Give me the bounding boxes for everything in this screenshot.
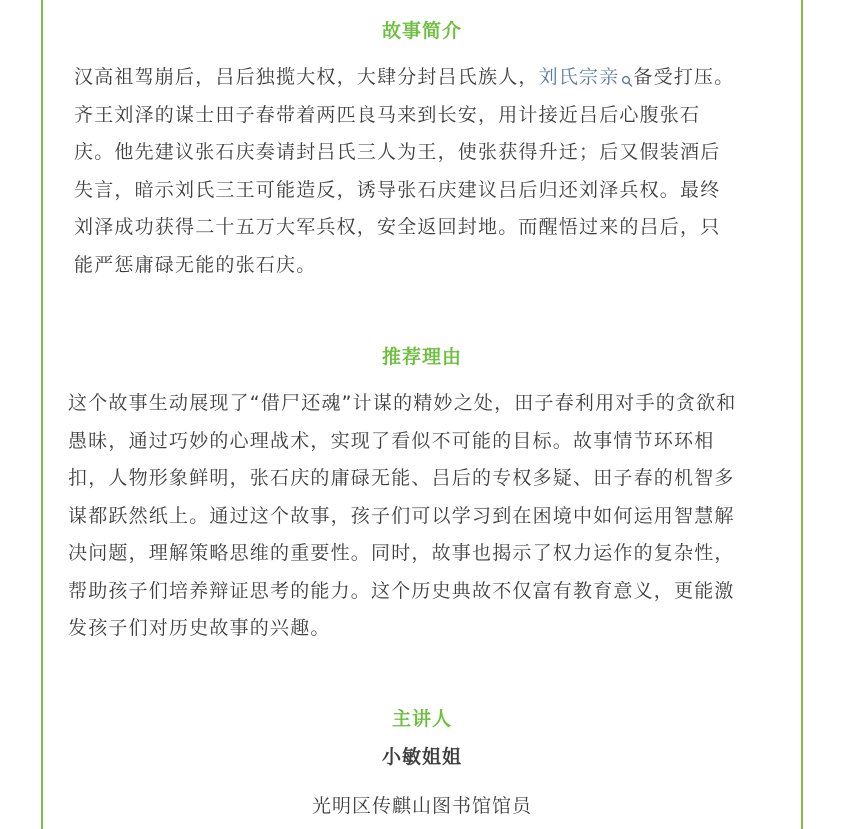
summary-paragraph	[74, 59, 774, 284]
summary-heading: 故事简介	[381, 20, 462, 42]
reason-paragraph	[68, 385, 774, 648]
reason-heading: 推荐理由	[381, 346, 462, 368]
reason-line-7: 发孩子们对历史故事的兴趣。	[68, 617, 331, 639]
reason-line-2: 愚昧，通过巧妙的心理战术，实现了看似不可能的目标。故事情节环环相	[68, 429, 715, 452]
reason-line-3: 扣，人物形象鲜明，张石庆的庸碌无能、吕后的专权多疑、田子春的机智多	[68, 467, 735, 489]
summary-line-6: 能严惩庸碌无能的张石庆。	[74, 253, 317, 276]
summary-line-2: 齐王刘泽的谋士田子春带着两匹良马来到长安，用计接近吕后心腹张石	[74, 103, 701, 126]
speaker-heading: 主讲人	[391, 708, 452, 730]
speaker-role: 光明区传麒山图书馆馆员	[311, 795, 532, 817]
reason-line-1: 这个故事生动展现了“借尸还魂”计谋的精妙之处，田子春利用对手的贪欲和	[68, 392, 737, 414]
summary-line-4: 失言，暗示刘氏三王可能造反，诱导张石庆建议吕后归还刘泽兵权。最终	[74, 178, 721, 201]
speaker-name: 小敏姐姐	[381, 746, 462, 768]
reason-line-6: 帮助孩子们培养辩证思考的能力。这个历史典故不仅富有教育意义，更能激	[68, 579, 735, 602]
reason-line-5: 决问题，理解策略思维的重要性。同时，故事也揭示了权力运作的复杂性，	[68, 542, 735, 564]
summary-line-1: 汉高祖驾崩后，吕后独揽大权，大肆分封吕氏族人，刘氏宗亲 备受打压。	[74, 66, 735, 88]
summary-line-5: 刘泽成功获得二十五万大军兵权，安全返回封地。而醒悟过来的吕后，只	[74, 216, 721, 238]
liushi-zongqin-link[interactable]: 刘氏宗亲	[538, 66, 620, 88]
search-icon[interactable]	[621, 65, 633, 79]
summary-line-3: 庆。他先建议张石庆奏请封吕氏三人为王，使张获得升迁；后又假装酒后	[74, 141, 721, 163]
reason-line-4: 谋都跃然纸上。通过这个故事，孩子们可以学习到在困境中如何运用智慧解	[68, 504, 735, 527]
